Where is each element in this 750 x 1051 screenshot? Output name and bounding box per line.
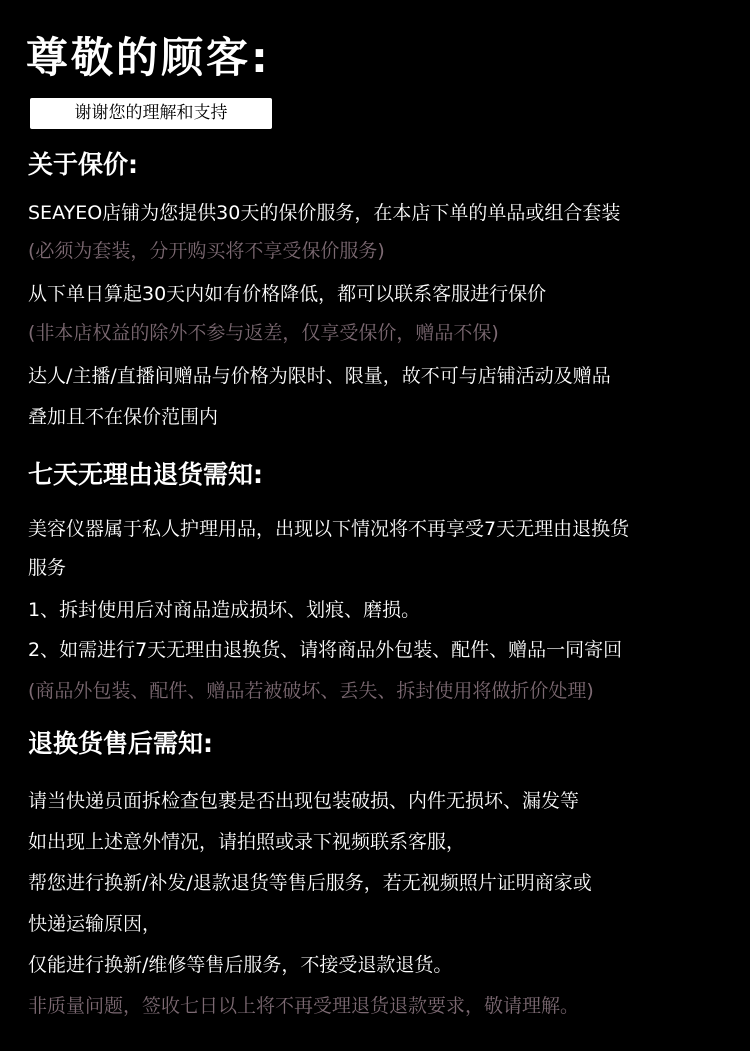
seven-day-return-line: 2、如需进行7天无理由退换货、请将商品外包装、配件、赠品一同寄回 xyxy=(28,639,623,661)
price-protection-heading: 关于保价: xyxy=(28,150,138,179)
seven-day-return-heading: 七天无理由退货需知: xyxy=(28,460,263,489)
after-sales-heading: 退换货售后需知: xyxy=(28,729,213,758)
after-sales-line: 如出现上述意外情况，请拍照或录下视频联系客服， xyxy=(28,831,466,853)
price-protection-note: (非本店权益的除外不参与返差，仅享受保价，赠品不保) xyxy=(28,322,499,344)
after-sales-line: 仅能进行换新/维修等售后服务，不接受退款退货。 xyxy=(28,954,453,976)
after-sales-note: 非质量问题，签收七日以上将不再受理退货退款要求，敬请理解。 xyxy=(28,995,580,1017)
after-sales-line: 请当快递员面拆检查包裹是否出现包装破损、内件无损坏、漏发等 xyxy=(28,790,580,812)
seven-day-return-line: 服务 xyxy=(28,557,67,579)
price-protection-line: 从下单日算起30天内如有价格降低，都可以联系客服进行保价 xyxy=(28,283,547,305)
price-protection-note: (必须为套装，分开购买将不享受保价服务) xyxy=(28,240,385,262)
page-title: 尊敬的顾客: xyxy=(26,33,271,82)
after-sales-line: 帮您进行换新/补发/退款退货等售后服务，若无视频照片证明商家或 xyxy=(28,872,592,894)
seven-day-return-line: 1、拆封使用后对商品造成损坏、划痕、磨损。 xyxy=(28,599,421,621)
price-protection-line: SEAYEO店铺为您提供30天的保价服务，在本店下单的单品或组合套装 xyxy=(28,202,621,224)
thanks-badge: 谢谢您的理解和支持 xyxy=(30,98,272,129)
price-protection-line: 达人/主播/直播间赠品与价格为限时、限量，故不可与店铺活动及赠品 xyxy=(28,365,611,387)
after-sales-line: 快递运输原因， xyxy=(28,913,162,935)
seven-day-return-line: 美容仪器属于私人护理用品，出现以下情况将不再享受7天无理由退换货 xyxy=(28,518,630,540)
seven-day-return-note: (商品外包装、配件、赠品若被破坏、丢失、拆封使用将做折价处理) xyxy=(28,680,594,702)
price-protection-line: 叠加且不在保价范围内 xyxy=(28,406,219,428)
